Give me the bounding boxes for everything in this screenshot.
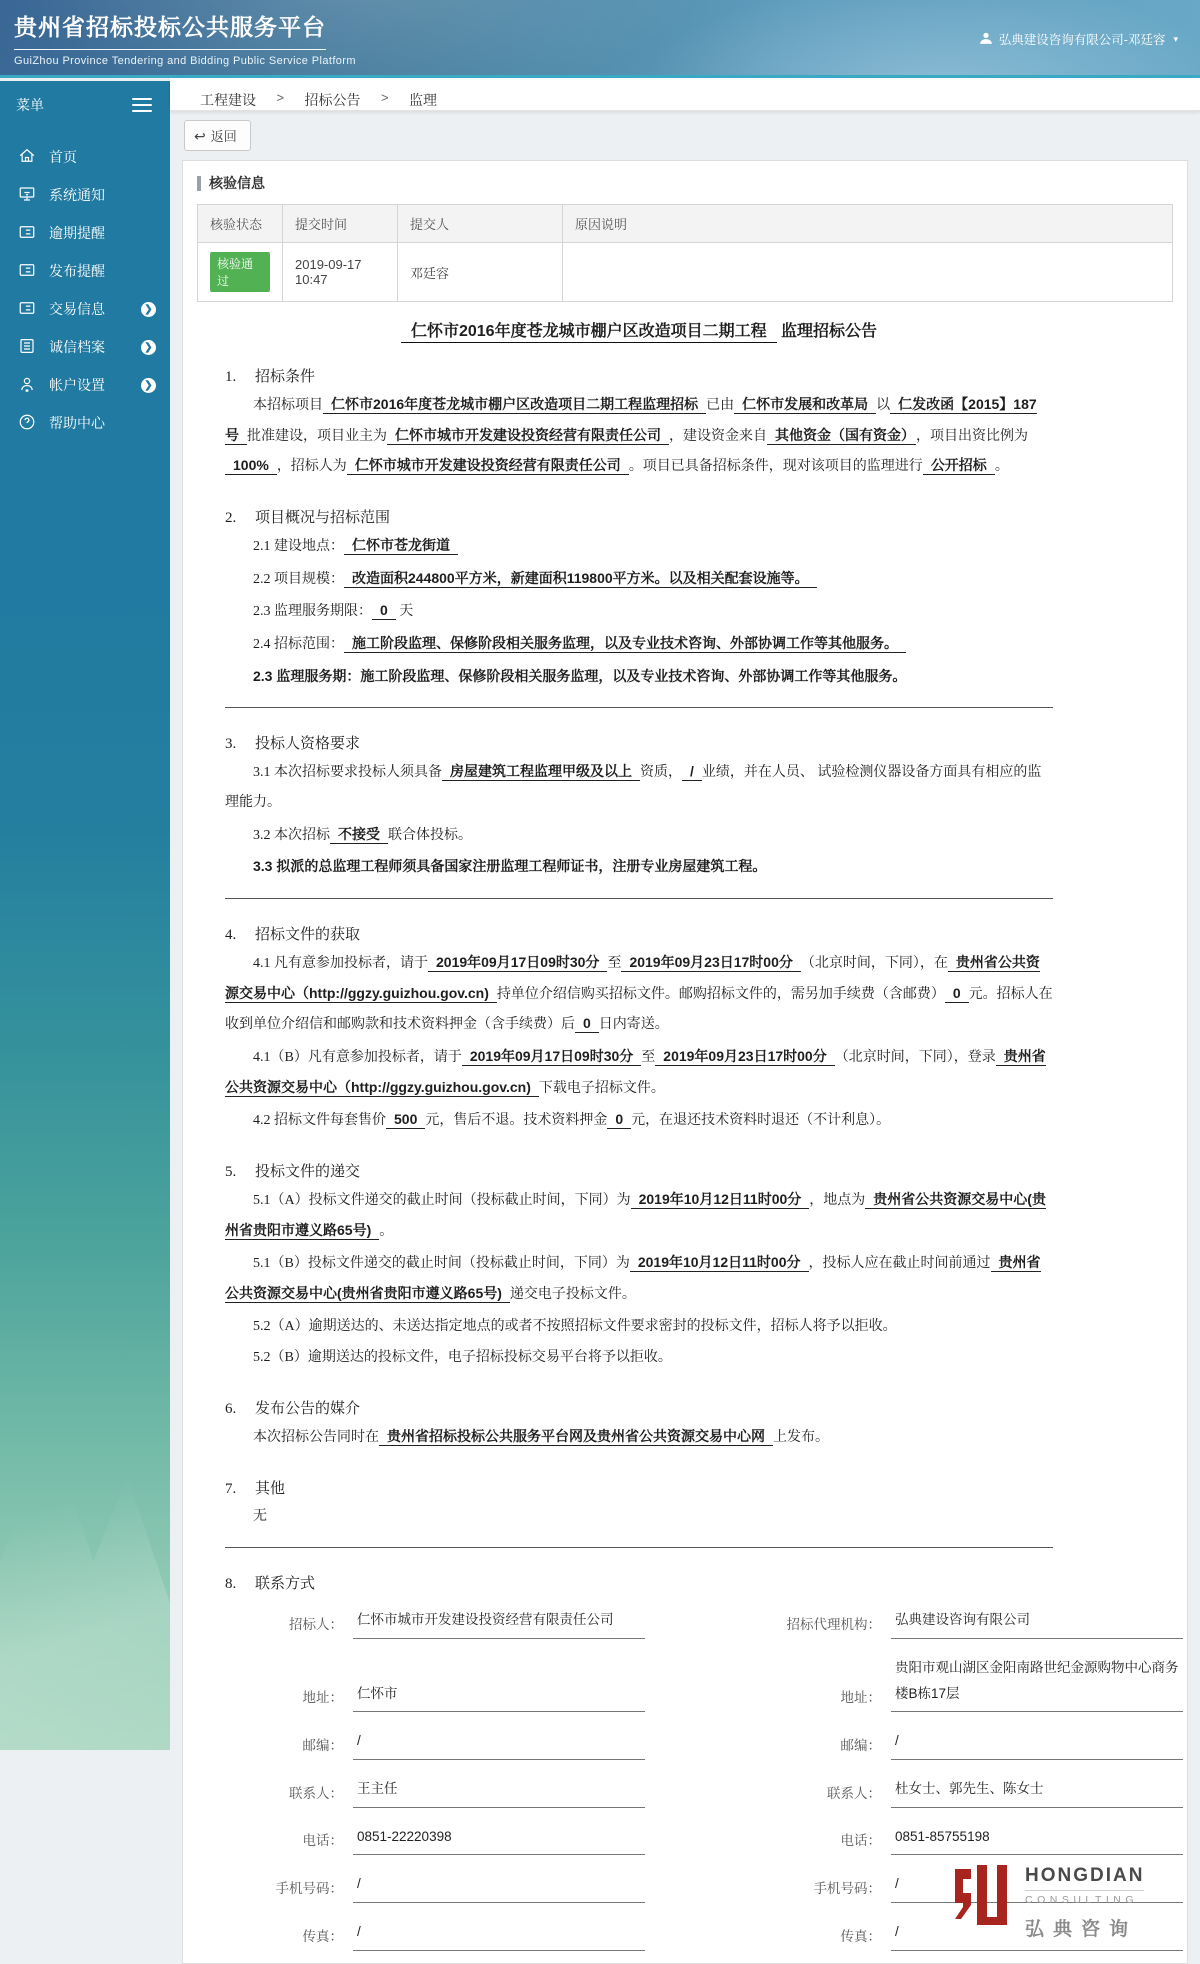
fill-in-value: 2019年10月12日11时00分 xyxy=(631,1191,810,1209)
back-icon: ↩ xyxy=(194,127,206,144)
doc-text: 2.2 项目规模： xyxy=(253,571,344,587)
fill-in-value: 100% xyxy=(225,457,277,475)
monitor-icon xyxy=(18,185,36,206)
reason-cell xyxy=(563,243,1173,302)
doc-text: 2.4 招标范围： xyxy=(253,637,344,653)
contact-label: 邮编： xyxy=(840,1738,881,1754)
doc-text: （北京时间，下同），在 xyxy=(800,956,948,972)
contact-value: 杜女士、郭先生、陈女士 xyxy=(891,1776,1183,1808)
doc-text: 天 xyxy=(395,604,414,620)
section-heading xyxy=(225,732,1053,753)
doc-section-8 xyxy=(225,1572,1053,1593)
section-number: 1. xyxy=(225,369,237,385)
doc-paragraph xyxy=(253,596,1053,627)
doc-text: 本招标项目 xyxy=(253,398,323,413)
doc-paragraph xyxy=(225,1422,1053,1453)
logo-name-cn: 弘典咨询 xyxy=(1025,1918,1138,1940)
col-submitter: 提交人 xyxy=(398,205,563,243)
sidebar-item-label: 首页 xyxy=(49,149,77,165)
logo-name-en: HONGDIAN xyxy=(1025,1864,1145,1886)
fill-in-value: 贵州省公共资源交易中心（http://ggzy.guizhou.gov.cn) xyxy=(225,954,1040,1001)
contact-value: / xyxy=(891,1919,1183,1951)
fill-in-value: 0 xyxy=(945,985,969,1003)
doc-text: 本次招标公告同时在 xyxy=(253,1430,379,1446)
fill-in-value: 仁发改函【2015】187号 xyxy=(225,396,1037,443)
doc-text: 联合体投标。 xyxy=(388,827,472,843)
toolbar xyxy=(170,111,1200,151)
fill-in-value: 改造面积244800平方米，新建面积119800平方米。以及相关配套设施等。 xyxy=(344,570,817,588)
contact-value: 贵阳市观山湖区金阳南路世纪金源购物中心商务楼B栋17层 xyxy=(891,1655,1183,1712)
doc-section-4 xyxy=(225,923,1053,1136)
sidebar-item-home[interactable] xyxy=(0,138,170,176)
section-title: 招标文件的获取 xyxy=(255,927,361,944)
user-icon xyxy=(979,31,993,48)
doc-text: ，项目出资比例为 xyxy=(916,428,1028,444)
submitter-cell: 邓廷容 xyxy=(398,243,563,302)
platform-title-block xyxy=(14,9,356,67)
folder-icon xyxy=(18,223,36,244)
section-marker xyxy=(197,176,201,191)
doc-text: ，投标人应在截止时间前通过 xyxy=(808,1256,991,1272)
doc-text: 5.2（A）逾期送达的、未送达指定地点的或者不按照招标文件要求密封的投标文件，招标人将予以拒收。 xyxy=(253,1318,897,1334)
contact-value: / xyxy=(353,1919,645,1951)
status-badge: 核验通过 xyxy=(210,252,270,292)
doc-paragraph xyxy=(225,1185,1053,1246)
doc-paragraph xyxy=(253,531,1053,562)
doc-text: 。项目已具备招标条件，现对该项目的监理进行 xyxy=(628,459,923,475)
fill-in-value: 2019年10月12日11时00分 xyxy=(630,1254,809,1272)
sidebar-item-label: 帐户设置 xyxy=(49,377,105,393)
section-number: 5. xyxy=(225,1164,237,1181)
doc-text: 元，在退还技术资料时退还（不计利息）。 xyxy=(631,1113,891,1129)
doc-text: 2.3 监理服务期限： xyxy=(253,604,372,620)
section-number: 8. xyxy=(225,1576,237,1593)
contact-value: / xyxy=(891,1728,1183,1760)
section-title: 投标人资格要求 xyxy=(255,736,361,753)
doc-text: 5.1（A）投标文件递交的截止时间（投标截止时间，下同）为 xyxy=(253,1193,631,1209)
section-title: 联系方式 xyxy=(255,1576,316,1593)
section-divider xyxy=(225,707,1053,708)
contact-value: 弘典建设咨询有限公司 xyxy=(891,1607,1183,1639)
fill-in-value: 不接受 xyxy=(330,826,388,844)
main-content xyxy=(170,78,1200,1944)
fill-in-value: 2019年09月17日09时30分 xyxy=(428,954,607,972)
contact-label: 电话： xyxy=(302,1833,343,1849)
doc-section-7 xyxy=(225,1477,1053,1532)
doc-text: 下载电子招标文件。 xyxy=(538,1080,665,1096)
verify-table-header-row xyxy=(198,205,1173,243)
doc-paragraph xyxy=(253,629,1053,660)
fill-in-value: 0 xyxy=(372,602,396,620)
doc-text: 4.1 凡有意参加投标者，请于 xyxy=(253,956,428,972)
document-title-suffix: 监理招标公告 xyxy=(776,323,878,340)
logo-name-en2: CONSULTING xyxy=(1025,1890,1144,1906)
user-icon xyxy=(18,375,36,396)
hongdian-logo-text xyxy=(1025,1863,1144,1941)
doc-paragraph xyxy=(225,852,1053,882)
section-title: 招标条件 xyxy=(255,369,316,385)
verify-status-cell xyxy=(198,243,283,302)
doc-text: ，地点为 xyxy=(809,1193,866,1209)
contact-value: 王主任 xyxy=(353,1776,645,1808)
doc-text: 4.1（B）凡有意参加投标者，请于 xyxy=(253,1050,462,1066)
folder-icon xyxy=(18,261,36,282)
chevron-right-icon[interactable]: ❯ xyxy=(141,378,156,393)
sidebar-item-transaction-info[interactable] xyxy=(0,290,170,328)
section-number: 6. xyxy=(225,1401,237,1418)
fill-in-value: 0 xyxy=(575,1015,599,1033)
fill-in-value: 仁怀市发展和改革局 xyxy=(734,396,876,414)
breadcrumb-item-announcement[interactable]: 招标公告 xyxy=(304,92,361,108)
document-title-project: 仁怀市2016年度苍龙城市棚户区改造项目二期工程 xyxy=(401,323,777,343)
doc-text: 2.3 监理服务期：施工阶段监理、保修阶段相关服务监理，以及专业技术咨询、外部协调工作等其他服务。 xyxy=(253,667,907,684)
doc-paragraph xyxy=(225,1105,1053,1136)
doc-text: 。 xyxy=(379,1223,394,1239)
content-panel xyxy=(182,160,1188,1964)
doc-section-1 xyxy=(225,365,1053,482)
sidebar-item-label: 发布提醒 xyxy=(49,263,105,279)
platform-subtitle: GuiZhou Province Tendering and Bidding Public Service Platform xyxy=(14,55,356,67)
contact-label: 联系人： xyxy=(827,1785,881,1801)
contact-label: 联系人： xyxy=(289,1785,343,1801)
fill-in-value: 贵州省公共资源交易中心(贵州省贵阳市遵义路65号) xyxy=(225,1191,1046,1238)
doc-text: 资质， xyxy=(640,765,682,781)
fill-in-value: 房屋建筑工程监理甲级及以上 xyxy=(442,763,640,781)
hongdian-logo-mark xyxy=(951,1863,1013,1940)
doc-text: 上发布。 xyxy=(773,1430,829,1446)
doc-text: ，招标人为 xyxy=(276,459,347,475)
doc-section-2 xyxy=(225,506,1053,691)
user-name: 弘典建设咨询有限公司-邓廷容 xyxy=(998,33,1166,47)
fill-in-value: 仁怀市城市开发建设投资经营有限责任公司 xyxy=(387,427,669,445)
contact-label: 电话： xyxy=(840,1833,881,1849)
submit-time-cell: 2019-09-17 10:47 xyxy=(283,243,398,302)
chevron-right-icon[interactable]: ❯ xyxy=(141,302,156,317)
doc-paragraph xyxy=(225,390,1053,482)
fill-in-value: 500 xyxy=(386,1111,425,1129)
doc-text: 持单位介绍信购买招标文件。邮购招标文件的，需另加手续费（含邮费） xyxy=(496,986,945,1002)
section-title: 投标文件的递交 xyxy=(255,1164,361,1181)
doc-text: 日内寄送。 xyxy=(598,1017,669,1033)
contact-label: 邮编： xyxy=(302,1738,343,1754)
doc-text: 5.2（B）逾期送达的投标文件，电子招标投标交易平台将予以拒收。 xyxy=(253,1350,672,1366)
folder-icon xyxy=(18,299,36,320)
contact-label: 招标人： xyxy=(289,1617,343,1633)
contact-value: / xyxy=(353,1871,645,1903)
section-heading xyxy=(225,506,1053,527)
verify-section-header xyxy=(197,173,1173,193)
user-menu[interactable] xyxy=(979,30,1178,48)
doc-text: ，建设资金来自 xyxy=(669,428,767,444)
section-number: 7. xyxy=(225,1480,237,1497)
section-heading xyxy=(225,1397,1053,1418)
fill-in-value: 其他资金（国有资金） xyxy=(767,427,916,445)
hamburger-icon[interactable] xyxy=(132,94,152,116)
doc-paragraph xyxy=(225,1248,1053,1309)
section-divider xyxy=(225,898,1053,899)
sidebar-item-help-center[interactable] xyxy=(0,404,170,442)
announcement-document xyxy=(225,318,1053,1593)
section-heading xyxy=(225,1572,1053,1593)
fill-in-value: 贵州省公共资源交易中心(贵州省贵阳市遵义路65号) xyxy=(225,1254,1041,1302)
platform-title: 贵州省招标投标公共服务平台 xyxy=(14,9,326,50)
doc-text: 元。招标人在收到单位介绍信和邮购款和技术资料押金（含手续费）后 xyxy=(225,986,1053,1033)
contact-label: 招标代理机构： xyxy=(786,1617,881,1633)
sidebar-item-credit-archive[interactable] xyxy=(0,328,170,366)
contact-label: 传真： xyxy=(840,1928,881,1944)
sidebar-menu-header xyxy=(0,81,170,126)
section-title: 项目概况与招标范围 xyxy=(255,510,391,527)
sidebar-item-account-settings[interactable] xyxy=(0,366,170,404)
doc-section-3 xyxy=(225,732,1053,882)
contact-label: 手机号码： xyxy=(275,1880,343,1896)
doc-paragraph xyxy=(225,948,1053,1040)
doc-text: 3.2 本次招标 xyxy=(253,827,330,843)
fill-in-value: 仁怀市苍龙街道 xyxy=(344,537,458,555)
section-title: 其他 xyxy=(255,1480,286,1497)
breadcrumb-separator: > xyxy=(380,90,389,105)
contact-label: 传真： xyxy=(302,1928,343,1944)
sidebar-item-notifications[interactable] xyxy=(0,176,170,214)
section-title: 发布公告的媒介 xyxy=(255,1401,361,1418)
table-row xyxy=(198,243,1173,302)
sidebar xyxy=(0,81,170,1750)
doc-text: 3.3 拟派的总监理工程师须具备国家注册监理工程师证书，注册专业房屋建筑工程。 xyxy=(253,858,767,875)
section-heading xyxy=(225,923,1053,944)
fill-in-value: 贵州省公共资源交易中心（http://ggzy.guizhou.gov.cn) xyxy=(225,1048,1046,1095)
contact-label: 地址： xyxy=(302,1690,343,1706)
doc-text: 至 xyxy=(607,956,622,972)
sidebar-item-label: 逾期提醒 xyxy=(49,225,105,241)
section-heading xyxy=(225,1160,1053,1181)
doc-text: 元，售后不退。技术资料押金 xyxy=(425,1113,608,1129)
chevron-right-icon[interactable]: ❯ xyxy=(141,340,156,355)
section-heading xyxy=(225,1477,1053,1498)
contact-value: 仁怀市 xyxy=(353,1681,645,1713)
fill-in-value: 仁怀市城市开发建设投资经营有限责任公司 xyxy=(347,457,629,475)
sidebar-item-label: 交易信息 xyxy=(49,301,105,317)
doc-section-6 xyxy=(225,1397,1053,1453)
home-icon xyxy=(18,147,36,168)
fill-in-value: 公开招标 xyxy=(923,457,995,475)
doc-text: 至 xyxy=(641,1050,656,1066)
doc-text: 2.1 建设地点： xyxy=(253,539,344,555)
sidebar-item-overdue-reminder[interactable] xyxy=(0,214,170,252)
doc-paragraph xyxy=(225,1312,1053,1342)
menu-label: 菜单 xyxy=(16,97,44,113)
fill-in-value: 施工阶段监理、保修阶段相关服务监理，以及专业技术咨询、外部协调工作等其他服务。 xyxy=(344,635,906,653)
doc-paragraph xyxy=(225,820,1053,851)
breadcrumb-item-supervision[interactable]: 监理 xyxy=(409,92,437,108)
doc-paragraph xyxy=(253,1502,1053,1532)
sidebar-item-label: 帮助中心 xyxy=(49,415,105,431)
doc-text: 批准建设，项目业主为 xyxy=(247,428,387,444)
list-icon xyxy=(18,337,36,358)
contact-value: 0851-85755198 xyxy=(891,1824,1183,1856)
section-number: 3. xyxy=(225,736,237,753)
fill-in-value: 0 xyxy=(607,1111,631,1129)
section-divider xyxy=(225,1547,1053,1548)
doc-text: 以 xyxy=(876,398,891,413)
sidebar-item-label: 诚信档案 xyxy=(49,339,105,355)
doc-text: 5.1（B）投标文件递交的截止时间（投标截止时间，下同）为 xyxy=(253,1256,630,1272)
doc-text: 业绩，并在人员、 试验检测仪器设备方面具有相应的监理能力。 xyxy=(225,765,1042,811)
fill-in-value: 贵州省招标投标公共服务平台网及贵州省公共资源交易中心网 xyxy=(379,1428,773,1446)
breadcrumb-item-engineering[interactable]: 工程建设 xyxy=(200,92,256,108)
fill-in-value: 2019年09月23日17时00分 xyxy=(621,954,800,972)
sidebar-item-label: 系统通知 xyxy=(49,187,105,203)
doc-text: （北京时间，下同），登录 xyxy=(834,1050,996,1066)
doc-text: 3.1 本次招标要求投标人须具备 xyxy=(253,765,442,781)
doc-paragraph xyxy=(225,1042,1053,1103)
col-reason: 原因说明 xyxy=(563,205,1173,243)
doc-text: 递交电子投标文件。 xyxy=(509,1287,636,1303)
fill-in-value: 2019年09月17日09时30分 xyxy=(462,1048,641,1066)
doc-text: 4.2 招标文件每套售价 xyxy=(253,1113,386,1129)
doc-text: 已由 xyxy=(706,398,735,413)
doc-paragraph xyxy=(253,662,1053,692)
col-verify-status: 核验状态 xyxy=(198,205,283,243)
hongdian-logo xyxy=(951,1863,1169,1941)
verify-table xyxy=(197,204,1173,302)
doc-paragraph xyxy=(225,757,1053,817)
doc-text: 。 xyxy=(994,459,1009,475)
contact-value: / xyxy=(891,1871,1183,1903)
verify-section-title: 核验信息 xyxy=(209,175,265,191)
fill-in-value: 仁怀市2016年度苍龙城市棚户区改造项目二期工程监理招标 xyxy=(323,396,706,414)
contact-value: 仁怀市城市开发建设投资经营有限责任公司 xyxy=(353,1607,645,1639)
contact-value: / xyxy=(353,1728,645,1760)
contact-label: 手机号码： xyxy=(813,1880,881,1896)
doc-paragraph xyxy=(225,1343,1053,1373)
breadcrumb xyxy=(170,78,1200,111)
breadcrumb-separator: > xyxy=(276,90,285,105)
section-heading xyxy=(225,365,1053,386)
fill-in-value: / xyxy=(682,763,702,781)
fill-in-value: 2019年09月23日17时00分 xyxy=(655,1048,834,1066)
contact-label: 地址： xyxy=(840,1690,881,1706)
document-sections xyxy=(225,365,1053,1593)
help-icon xyxy=(18,413,36,434)
back-button[interactable]: ↩ 返回 xyxy=(184,120,251,151)
sidebar-item-publish-reminder[interactable] xyxy=(0,252,170,290)
col-submit-time: 提交时间 xyxy=(283,205,398,243)
doc-paragraph xyxy=(253,564,1053,595)
doc-text: 无 xyxy=(253,1508,267,1524)
section-number: 4. xyxy=(225,927,237,944)
contact-value: 0851-22220398 xyxy=(353,1824,645,1856)
doc-section-5 xyxy=(225,1160,1053,1373)
section-number: 2. xyxy=(225,510,237,527)
document-title xyxy=(225,318,1053,341)
chevron-down-icon: ▾ xyxy=(1173,33,1178,44)
app-header xyxy=(0,0,1200,78)
